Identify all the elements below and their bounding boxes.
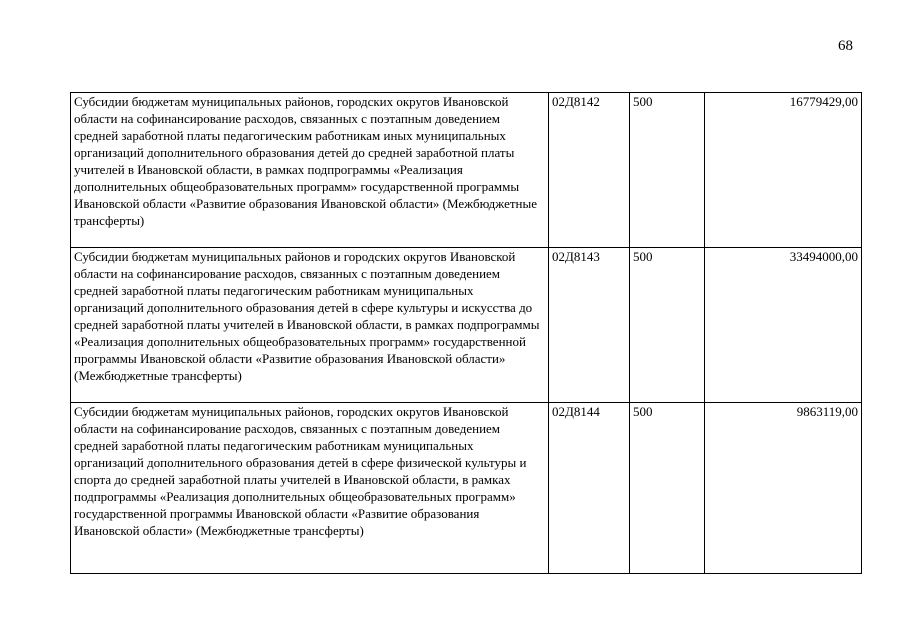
row-description: Субсидии бюджетам муниципальных районов, городских округов Ивановской области на софинансирование расходов, связанных с поэтапным доведением средней заработной платы педагогическим работникам муниципальных организаций дополнительного образования детей в сфере физической культуры и спорта до средней заработной платы учителей в Ивановской области, в рамках подпрограммы «Реализация дополнительных общеобразовательных программ» государственной программы Ивановской области «Развитие образования Ивановской области» (Межбюджетные трансферты) (71, 403, 549, 574)
row-amount: 16779429,00 (705, 93, 862, 248)
budget-table (70, 92, 862, 574)
row-target-code: 02Д8144 (549, 403, 630, 574)
row-expense-type: 500 (630, 93, 705, 248)
table-row (71, 93, 862, 248)
row-amount: 9863119,00 (705, 403, 862, 574)
row-description: Субсидии бюджетам муниципальных районов, городских округов Ивановской области на софинансирование расходов, связанных с поэтапным доведением средней заработной платы педагогическим работникам иных муниципальных организаций дополнительного образования детей до средней заработной платы учителей в Ивановской области, в рамках подпрограммы «Реализация дополнительных общеобразовательных программ» государственной программы Ивановской области «Развитие образования Ивановской области» (Межбюджетные трансферты) (71, 93, 549, 248)
row-description: Субсидии бюджетам муниципальных районов и городских округов Ивановской области на софинансирование расходов, связанных с поэтапным доведением средней заработной платы педагогическим работникам муниципальных организаций дополнительного образования детей в сфере культуры и искусства до средней заработной платы учителей в Ивановской области, в рамках подпрограммы «Реализация дополнительных общеобразовательных программ» государственной программы Ивановской области «Развитие образования Ивановской области» (Межбюджетные трансферты) (71, 248, 549, 403)
row-expense-type: 500 (630, 248, 705, 403)
row-target-code: 02Д8142 (549, 93, 630, 248)
table-row (71, 403, 862, 574)
row-expense-type: 500 (630, 403, 705, 574)
row-target-code: 02Д8143 (549, 248, 630, 403)
row-amount: 33494000,00 (705, 248, 862, 403)
table-row (71, 248, 862, 403)
page-number: 68 (838, 38, 853, 54)
